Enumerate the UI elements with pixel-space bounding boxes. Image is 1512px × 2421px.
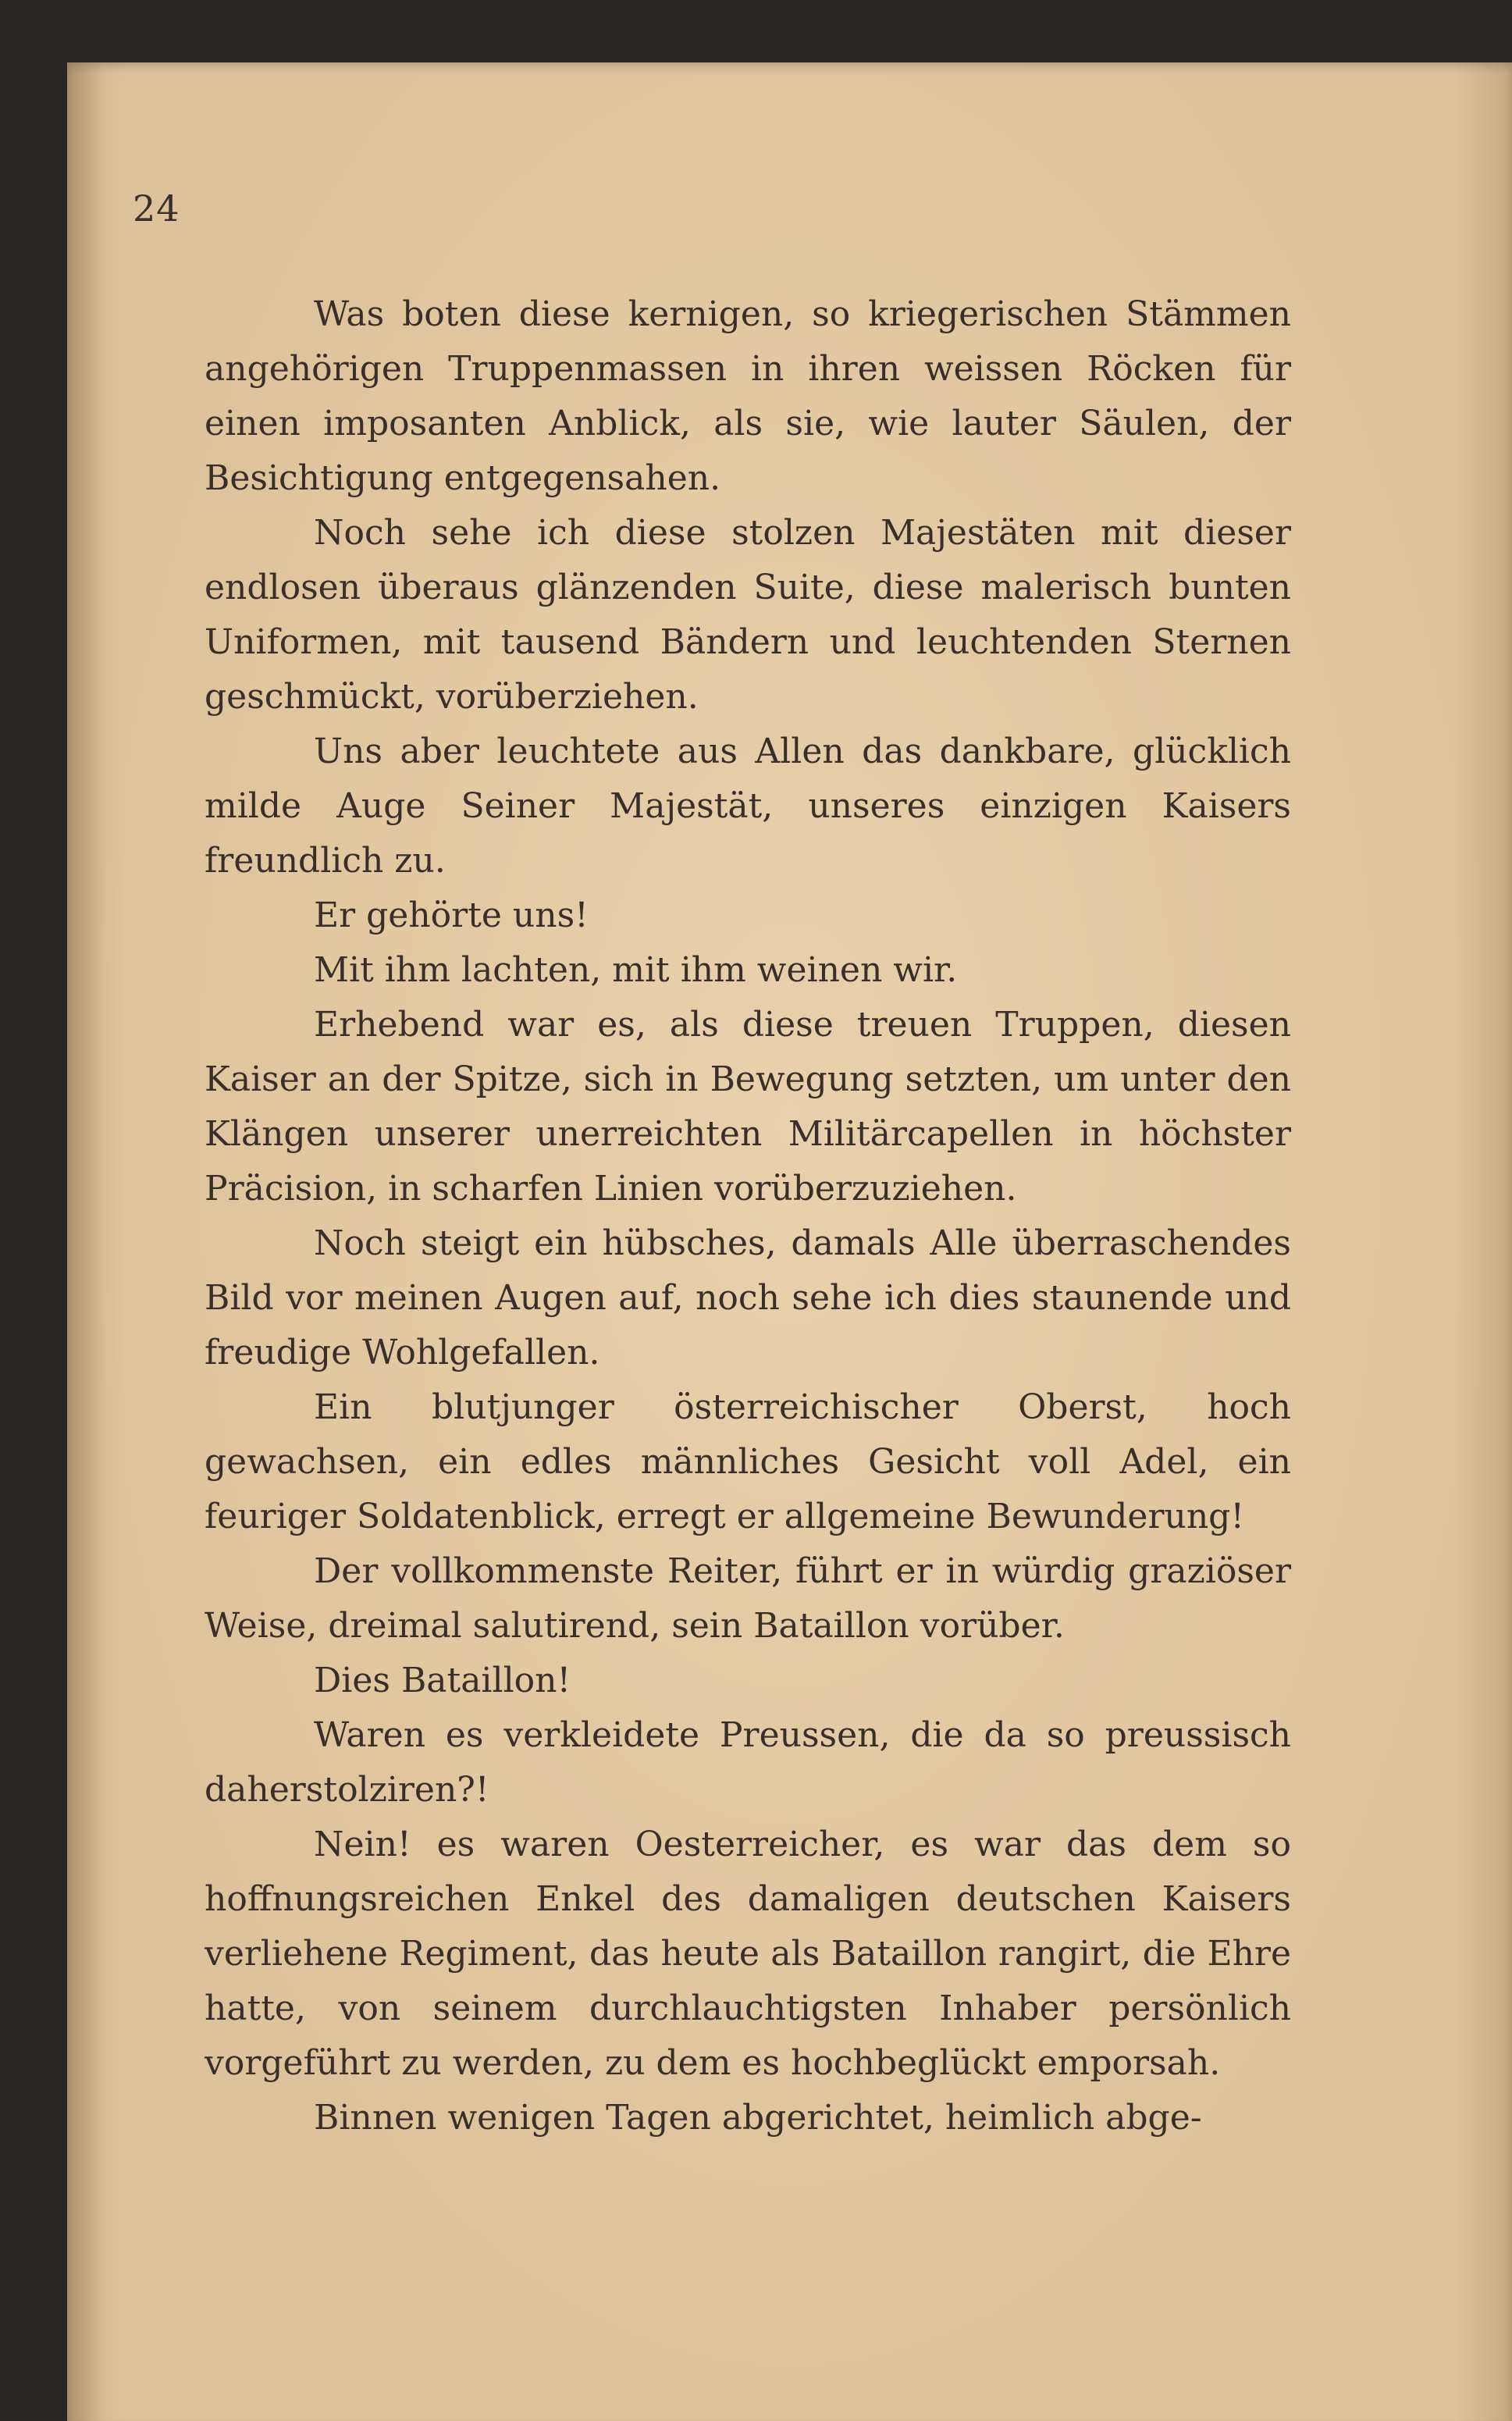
paragraph: Ein blutjunger österreichischer Oberst, hoch gewachsen, ein edles männliches Gesicht voll Adel, ein feuriger Soldatenblick, erregt er allgemeine Bewunderung! — [205, 1387, 1291, 1536]
paragraph: Uns aber leuchtete aus Allen das dankbare, glücklich milde Auge Seiner Majestät, unseres einzigen Kaisers freundlich zu. — [205, 732, 1291, 881]
paragraph: Mit ihm lachten, mit ihm weinen wir. — [314, 950, 958, 990]
paragraph: Nein! es waren Oesterreicher, es war das dem so hoffnungsreichen Enkel des damaligen deutschen Kaisers verliehene Regiment, das heute als Bataillon rangirt, die Ehre hatte, von seinem durchlauchtigsten Inhaber persönlich vorgeführt zu werden, zu dem es hochbeglückt emporsah. — [205, 1825, 1291, 2083]
page-text — [205, 287, 1291, 2145]
paragraph: Waren es verkleidete Preussen, die da so preussisch daherstolziren?! — [205, 1715, 1291, 1810]
paragraph: Was boten diese kernigen, so kriegerischen Stämmen angehörigen Truppenmassen in ihren weissen Röcken für einen imposanten Anblick, als sie, wie lauter Säulen, der Besichtigung entgegensahen. — [205, 294, 1291, 498]
paragraph: Binnen wenigen Tagen abgerichtet, heimlich abge- — [314, 2098, 1202, 2138]
paragraph: Dies Bataillon! — [314, 1661, 571, 1700]
paragraph: Erhebend war es, als diese treuen Truppen, diesen Kaiser an der Spitze, sich in Bewegung setzten, um unter den Klängen unserer unerreichten Militärcapellen in höchster Präcision, in scharfen Linien vorüberzuziehen. — [205, 1005, 1291, 1209]
paragraph: Er gehörte uns! — [314, 895, 589, 935]
paragraph: Der vollkommenste Reiter, führt er in würdig graziöser Weise, dreimal salutirend, sein Bataillon vorüber. — [205, 1551, 1291, 1646]
page-gutter-shadow — [67, 62, 105, 2421]
paragraph: Noch sehe ich diese stolzen Majestäten mit dieser endlosen überaus glänzenden Suite, diese malerisch bunten Uniformen, mit tausend Bändern und leuchtenden Sternen geschmückt, vorüberziehen. — [205, 513, 1291, 717]
paragraph: Noch steigt ein hübsches, damals Alle überraschendes Bild vor meinen Augen auf, noch sehe ich dies staunende und freudige Wohlgefallen. — [205, 1223, 1291, 1372]
page-number: 24 — [133, 187, 180, 230]
